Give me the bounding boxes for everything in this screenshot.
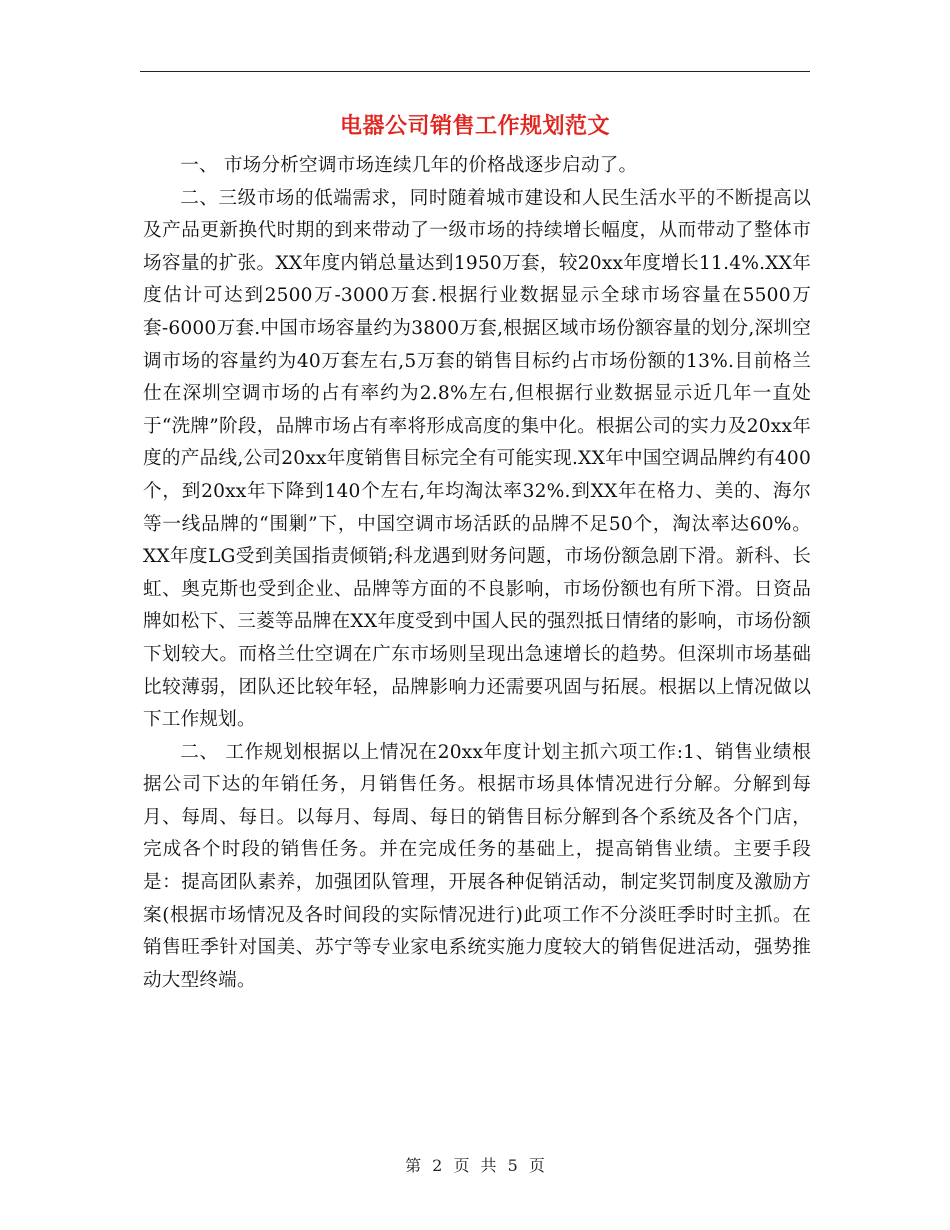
header-rule <box>140 71 810 72</box>
paragraph-market-details: 二、三级市场的低端需求，同时随着城市建设和人民生活水平的不断提高以及产品更新换代时期的到来带动了一级市场的持续增长幅度，从而带动了整体市场容量的扩张。XX年度内销总量达到1950万套，较20xx年度增长11.4%.XX年度估计可达到2500万-3000万套.根据行业数据显示全球市场容量在5500万套-6000万套.中国市场容量约为3800万套,根据区域市场份额容量的划分,深圳空调市场的容量约为40万套左右,5万套的销售目标约占市场份额的13%.目前格兰仕在深圳空调市场的占有率约为2.8%左右,但根据行业数据显示近几年一直处于“洗牌”阶段，品牌市场占有率将形成高度的集中化。根据公司的实力及20xx年度的产品线,公司20xx年度销售目标完全有可能实现.XX年中国空调品牌约有400个，到20xx年下降到140个左右,年均淘汰率32%.到XX年在格力、美的、海尔等一线品牌的“围剿”下，中国空调市场活跃的品牌不足50个，淘汰率达60%。XX年度LG受到美国指责倾销;科龙遇到财务问题，市场份额急剧下滑。新科、长虹、奥克斯也受到企业、品牌等方面的不良影响，市场份额也有所下滑。日资品牌如松下、三菱等品牌在XX年度受到中国人民的强烈抵日情绪的影响，市场份额下划较大。而格兰仕空调在广东市场则呈现出急速增长的趋势。但深圳市场基础比较薄弱，团队还比较年轻，品牌影响力还需要巩固与拓展。根据以上情况做以下工作规划。 <box>143 187 811 731</box>
page-number: 第 2 页 共 5 页 <box>405 1156 545 1175</box>
document-title: 电器公司销售工作规划范文 <box>339 113 610 139</box>
document-body <box>143 150 811 997</box>
paragraph-market-analysis: 一、 市场分析空调市场连续几年的价格战逐步启动了。 <box>180 155 638 176</box>
paragraph-work-plan: 二、 工作规划根据以上情况在20xx年度计划主抓六项工作:1、销售业绩根据公司下达的年销任务，月销售任务。根据市场具体情况进行分解。分解到每月、每周、每日。以每月、每周、每日的销售目标分解到各个系统及各个门店，完成各个时段的销售任务。并在完成任务的基础上，提高销售业绩。主要手段是：提高团队素养，加强团队管理，开展各种促销活动，制定奖罚制度及激励方案(根据市场情况及各时间段的实际情况进行)此项工作不分淡旺季时时主抓。在销售旺季针对国美、苏宁等专业家电系统实施力度较大的销售促进活动，强势推动大型终端。 <box>143 741 811 991</box>
